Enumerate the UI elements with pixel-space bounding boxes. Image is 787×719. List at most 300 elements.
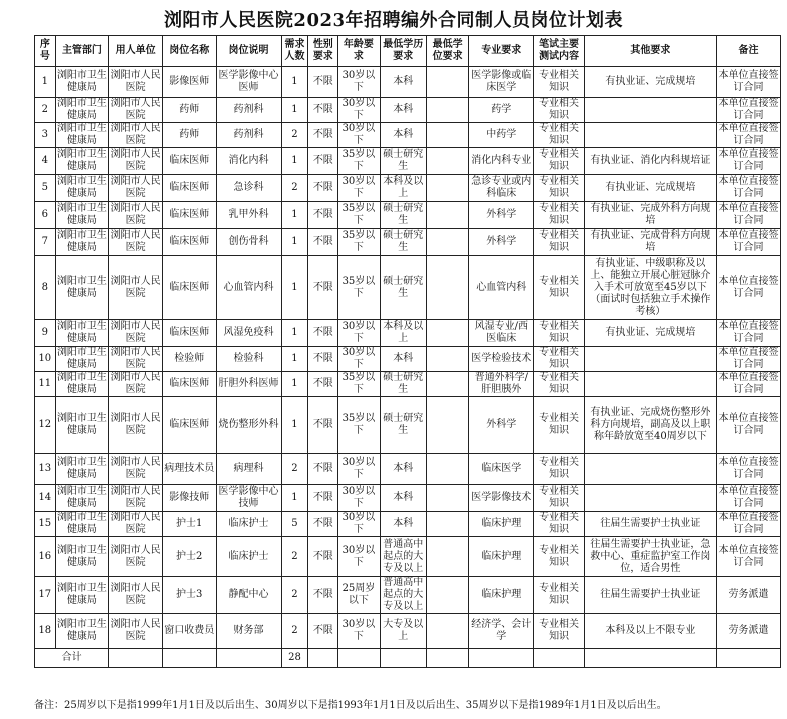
table-row [35, 614, 781, 649]
table-row [35, 67, 781, 98]
cell-seq: 3 [35, 123, 56, 148]
cell-other-requirements: 有执业证、完成烧伤整形外科方向规培，副高及以上职称年龄放宽至40周岁以下 [584, 397, 716, 454]
cell-min-degree [427, 537, 469, 577]
cell-position-desc: 烧伤整形外科 [216, 397, 281, 454]
cell-major: 外科学 [469, 202, 534, 229]
cell-gender: 不限 [308, 320, 338, 347]
cell-other-requirements: 往届生需要护士执业证，急救中心、重症监护室工作岗位，适合男性 [584, 537, 716, 577]
cell-major: 外科学 [469, 229, 534, 256]
cell-headcount: 1 [281, 485, 308, 512]
cell-employer: 浏阳市人民医院 [110, 347, 161, 370]
cell-min-education: 本科及以上 [380, 175, 426, 202]
cell-age: 30岁以下 [338, 614, 380, 649]
table-row [35, 98, 781, 123]
cell-headcount: 1 [281, 347, 308, 372]
table-row [35, 202, 781, 229]
cell-other-requirements: 有执业证、完成规培 [584, 67, 716, 98]
table-row [35, 577, 781, 614]
cell-employer: 浏阳市人民医院 [110, 98, 161, 121]
empty-cell [427, 649, 469, 668]
cell-exam-content: 专业相关知识 [534, 397, 585, 454]
cell-major: 急诊专业或内科临床 [469, 175, 534, 202]
cell-headcount: 2 [281, 537, 308, 577]
cell-position-name: 临床医师 [162, 397, 216, 454]
cell-position-name: 临床医师 [162, 202, 216, 229]
cell-position-desc: 临床护士 [216, 537, 281, 577]
header-exam-content: 笔试主要测试内容 [534, 36, 585, 67]
table-row [35, 148, 781, 175]
cell-min-education: 普通高中起点的大专及以上 [380, 537, 426, 577]
cell-remark: 本单位直接签订合同 [716, 256, 780, 320]
cell-department: 浏阳市卫生健康局 [55, 485, 109, 512]
cell-position-desc: 静配中心 [216, 577, 281, 614]
cell-min-degree [427, 148, 469, 175]
cell-employer: 浏阳市人民医院 [109, 454, 163, 485]
cell-position-name: 临床医师 [162, 148, 216, 175]
cell-exam-content: 专业相关知识 [534, 577, 585, 614]
cell-department: 浏阳市卫生健康局 [55, 202, 109, 229]
cell-position-desc: 病理科 [216, 454, 281, 485]
header-employer: 用人单位 [109, 36, 163, 67]
cell-seq: 11 [35, 372, 56, 397]
cell-age: 30岁以下 [338, 537, 380, 577]
cell-age: 35岁以下 [338, 372, 380, 397]
cell-position-name: 临床医师 [162, 320, 216, 347]
cell-min-education: 大专及以上 [380, 614, 426, 649]
cell-headcount: 2 [281, 577, 308, 614]
cell-position-desc: 财务部 [216, 614, 281, 649]
table-row [35, 512, 781, 537]
header-other-requirements: 其他要求 [584, 36, 716, 67]
cell-exam-content: 专业相关知识 [534, 229, 585, 256]
cell-remark: 本单位直接签订合同 [716, 202, 780, 229]
cell-major: 普通外科学/肝胆胰外 [469, 372, 534, 397]
cell-exam-content: 专业相关知识 [534, 320, 585, 347]
cell-headcount: 1 [281, 148, 308, 175]
cell-position-name: 临床医师 [162, 256, 216, 320]
cell-major: 临床护理 [469, 537, 534, 577]
cell-min-degree [427, 347, 469, 372]
cell-employer: 浏阳市人民医院 [109, 148, 163, 175]
cell-department: 浏阳市卫生健康局 [56, 98, 107, 121]
cell-age: 30岁以下 [338, 98, 380, 123]
empty-cell [716, 649, 780, 668]
cell-gender: 不限 [308, 202, 338, 229]
cell-major: 医学影像或临床医学 [469, 67, 534, 98]
cell-remark: 劳务派遣 [716, 577, 780, 614]
cell-gender: 不限 [308, 148, 338, 175]
cell-seq: 9 [35, 320, 56, 347]
cell-age: 30岁以下 [338, 123, 380, 148]
footnote: 备注：25周岁以下是指1999年1月1日及以后出生、30周岁以下是指1993年1月1日及以后出生、35周岁以下是指1989年1月1日及以后出生。 [34, 700, 667, 711]
header-min-education: 最低学历要求 [380, 36, 426, 67]
cell-headcount: 1 [281, 397, 308, 454]
cell-other-requirements [584, 123, 716, 148]
cell-age: 30岁以下 [338, 320, 380, 347]
cell-major: 外科学 [469, 397, 534, 454]
cell-headcount: 1 [281, 256, 308, 320]
cell-position-desc: 医学影像中心医师 [216, 67, 281, 98]
cell-other-requirements: 往届生需要护士执业证 [584, 577, 716, 614]
table-row [35, 397, 781, 454]
empty-cell [584, 649, 716, 668]
cell-min-degree [427, 614, 469, 649]
header-row [35, 36, 781, 67]
cell-employer: 浏阳市人民医院 [109, 67, 163, 98]
cell-remark: 本单位直接签订合同 [716, 485, 780, 512]
cell-other-requirements [584, 98, 716, 123]
cell-seq: 8 [35, 256, 56, 320]
table-row [35, 123, 781, 148]
cell-position-desc: 急诊科 [216, 175, 281, 202]
cell-seq: 18 [35, 614, 56, 649]
empty-cell [109, 649, 163, 668]
cell-min-education: 硕士研究生 [380, 148, 426, 175]
cell-department: 浏阳市卫生健康局 [55, 537, 109, 577]
cell-age: 30岁以下 [338, 175, 380, 202]
cell-gender: 不限 [308, 537, 338, 577]
cell-seq: 5 [35, 175, 56, 202]
cell-min-degree [427, 372, 469, 397]
cell-major: 心血管内科 [469, 256, 534, 320]
cell-seq: 7 [35, 229, 56, 256]
cell-position-name: 护士1 [162, 512, 216, 537]
header-seq: 序号 [35, 36, 56, 67]
cell-position-name: 药师 [162, 98, 216, 123]
cell-gender: 不限 [308, 372, 338, 397]
cell-remark: 本单位直接签订合同 [716, 67, 780, 98]
cell-other-requirements: 有执业证、完成骨科方向规培 [584, 229, 716, 256]
empty-cell [308, 649, 338, 668]
cell-employer: 浏阳市人民医院 [110, 372, 161, 395]
table-row [35, 372, 781, 397]
cell-position-name: 临床医师 [162, 229, 216, 256]
cell-exam-content: 专业相关知识 [534, 256, 585, 320]
header-remark: 备注 [716, 36, 780, 67]
cell-department: 浏阳市卫生健康局 [55, 614, 109, 649]
header-headcount: 需求人数 [281, 36, 308, 67]
cell-position-desc: 风湿免疫科 [216, 320, 281, 347]
cell-headcount: 1 [281, 98, 308, 123]
cell-min-education: 本科 [380, 454, 426, 485]
cell-gender: 不限 [308, 512, 338, 537]
cell-headcount: 2 [281, 123, 308, 148]
cell-position-desc: 乳甲外科 [216, 202, 281, 229]
cell-exam-content: 专业相关知识 [534, 614, 585, 649]
cell-employer: 浏阳市人民医院 [109, 256, 163, 320]
recruitment-table [34, 35, 781, 668]
empty-cell [162, 649, 216, 668]
cell-department: 浏阳市卫生健康局 [55, 577, 109, 614]
cell-min-degree [427, 175, 469, 202]
header-major: 专业要求 [469, 36, 534, 67]
cell-department: 浏阳市卫生健康局 [56, 512, 107, 535]
cell-min-education: 普通高中起点的大专及以上 [380, 577, 426, 614]
cell-other-requirements: 往届生需要护士执业证 [584, 512, 716, 537]
cell-employer: 浏阳市人民医院 [109, 537, 163, 577]
cell-major: 风湿专业/西医临床 [469, 320, 534, 347]
cell-position-name: 护士2 [162, 537, 216, 577]
header-min-degree: 最低学位要求 [427, 36, 469, 67]
cell-employer: 浏阳市人民医院 [109, 320, 163, 347]
cell-exam-content: 专业相关知识 [534, 512, 585, 537]
cell-age: 30岁以下 [338, 454, 380, 485]
cell-seq: 4 [35, 148, 56, 175]
cell-major: 中药学 [469, 123, 534, 148]
cell-headcount: 2 [281, 454, 308, 485]
cell-employer: 浏阳市人民医院 [109, 229, 163, 256]
header-gender: 性别要求 [308, 36, 338, 67]
cell-remark: 本单位直接签订合同 [716, 148, 780, 175]
header-age: 年龄要求 [338, 36, 380, 67]
cell-other-requirements [584, 454, 716, 485]
table-row [35, 537, 781, 577]
cell-seq: 6 [35, 202, 56, 229]
cell-major: 临床护理 [469, 577, 534, 614]
cell-employer: 浏阳市人民医院 [109, 577, 163, 614]
cell-other-requirements: 有执业证、完成规培 [584, 320, 716, 347]
cell-position-desc: 消化内科 [216, 148, 281, 175]
cell-major: 经济学、会计学 [469, 614, 534, 649]
cell-other-requirements [584, 372, 716, 397]
cell-position-name: 影像医师 [162, 67, 216, 98]
cell-seq: 17 [35, 577, 56, 614]
cell-remark: 本单位直接签订合同 [716, 320, 780, 347]
cell-min-degree [427, 512, 469, 537]
cell-gender: 不限 [308, 98, 338, 123]
cell-employer: 浏阳市人民医院 [109, 397, 163, 454]
table-row [35, 347, 781, 372]
cell-remark: 本单位直接签订合同 [716, 537, 780, 577]
header-position-desc: 岗位说明 [216, 36, 281, 67]
cell-seq: 1 [35, 67, 56, 98]
empty-cell [216, 649, 281, 668]
cell-seq: 14 [35, 485, 56, 512]
header-department: 主管部门 [55, 36, 109, 67]
cell-remark: 本单位直接签订合同 [716, 454, 780, 485]
cell-min-education: 本科 [380, 485, 426, 512]
cell-remark: 本单位直接签订合同 [716, 98, 780, 123]
cell-employer: 浏阳市人民医院 [109, 202, 163, 229]
cell-department: 浏阳市卫生健康局 [56, 372, 107, 395]
cell-position-desc: 检验科 [216, 347, 281, 372]
cell-headcount: 1 [281, 202, 308, 229]
cell-min-degree [427, 256, 469, 320]
empty-cell [534, 649, 585, 668]
cell-min-degree [427, 454, 469, 485]
cell-gender: 不限 [308, 397, 338, 454]
cell-exam-content: 专业相关知识 [534, 202, 585, 229]
cell-other-requirements: 有执业证、中级职称及以上、能独立开展心脏冠脉介入手术可放宽至45岁以下（面试时包括独立手术操作考核） [584, 256, 716, 320]
cell-remark: 本单位直接签订合同 [716, 123, 780, 148]
cell-min-degree [427, 577, 469, 614]
cell-headcount: 1 [281, 229, 308, 256]
empty-cell [338, 649, 380, 668]
cell-position-desc: 药剂科 [216, 98, 281, 123]
table-row [35, 320, 781, 347]
cell-remark: 本单位直接签订合同 [716, 175, 780, 202]
empty-cell [469, 649, 534, 668]
table-row [35, 256, 781, 320]
cell-department: 浏阳市卫生健康局 [55, 320, 109, 347]
cell-headcount: 1 [281, 67, 308, 98]
cell-other-requirements: 有执业证、完成外科方向规培 [584, 202, 716, 229]
cell-age: 35岁以下 [338, 202, 380, 229]
cell-position-name: 病理技术员 [162, 454, 216, 485]
cell-age: 30岁以下 [338, 512, 380, 537]
cell-age: 30岁以下 [338, 485, 380, 512]
total-row [35, 649, 781, 668]
cell-seq: 13 [35, 454, 56, 485]
cell-position-name: 药师 [162, 123, 216, 148]
cell-other-requirements: 有执业证、完成规培 [584, 175, 716, 202]
cell-headcount: 1 [281, 372, 308, 397]
cell-remark: 本单位直接签订合同 [716, 372, 780, 397]
table-row [35, 175, 781, 202]
cell-position-desc: 医学影像中心技师 [216, 485, 281, 512]
table-row [35, 485, 781, 512]
cell-department: 浏阳市卫生健康局 [55, 175, 109, 202]
cell-age: 25周岁以下 [338, 577, 380, 614]
cell-exam-content: 专业相关知识 [534, 454, 585, 485]
cell-employer: 浏阳市人民医院 [109, 614, 163, 649]
cell-min-education: 硕士研究生 [380, 256, 426, 320]
cell-department: 浏阳市卫生健康局 [55, 67, 109, 98]
cell-exam-content: 专业相关知识 [534, 537, 585, 577]
cell-min-education: 本科 [380, 512, 426, 537]
cell-employer: 浏阳市人民医院 [110, 512, 161, 535]
cell-age: 35岁以下 [338, 397, 380, 454]
cell-position-name: 检验师 [162, 347, 216, 372]
cell-employer: 浏阳市人民医院 [109, 175, 163, 202]
cell-age: 30岁以下 [338, 347, 380, 372]
cell-exam-content: 专业相关知识 [534, 485, 585, 512]
cell-remark: 本单位直接签订合同 [716, 347, 780, 372]
cell-age: 35岁以下 [338, 229, 380, 256]
cell-min-degree [427, 229, 469, 256]
cell-department: 浏阳市卫生健康局 [55, 229, 109, 256]
cell-position-name: 影像技师 [162, 485, 216, 512]
cell-min-degree [427, 202, 469, 229]
cell-major: 医学检验技术 [469, 347, 534, 372]
cell-employer: 浏阳市人民医院 [109, 485, 163, 512]
cell-position-name: 临床医师 [162, 175, 216, 202]
cell-remark: 本单位直接签订合同 [716, 397, 780, 454]
cell-min-education: 硕士研究生 [380, 229, 426, 256]
cell-major: 消化内科专业 [469, 148, 534, 175]
cell-min-education: 本科 [380, 67, 426, 98]
cell-min-degree [427, 320, 469, 347]
cell-major: 临床医学 [469, 454, 534, 485]
table-row [35, 454, 781, 485]
cell-exam-content: 专业相关知识 [534, 67, 585, 98]
cell-min-education: 本科 [380, 123, 426, 148]
cell-min-education: 硕士研究生 [380, 372, 426, 397]
cell-exam-content: 专业相关知识 [534, 347, 585, 372]
cell-headcount: 2 [281, 175, 308, 202]
cell-remark: 本单位直接签订合同 [716, 229, 780, 256]
cell-other-requirements: 有执业证、消化内科规培证 [584, 148, 716, 175]
cell-employer: 浏阳市人民医院 [110, 123, 161, 146]
cell-min-education: 硕士研究生 [380, 397, 426, 454]
cell-department: 浏阳市卫生健康局 [56, 123, 107, 146]
cell-gender: 不限 [308, 256, 338, 320]
cell-other-requirements: 本科及以上不限专业 [584, 614, 716, 649]
cell-position-desc: 药剂科 [216, 123, 281, 148]
cell-headcount: 1 [281, 320, 308, 347]
cell-headcount: 5 [281, 512, 308, 537]
cell-remark: 劳务派遣 [716, 614, 780, 649]
cell-other-requirements [584, 347, 716, 372]
cell-gender: 不限 [308, 175, 338, 202]
cell-age: 30岁以下 [338, 67, 380, 98]
cell-min-degree [427, 397, 469, 454]
cell-gender: 不限 [308, 454, 338, 485]
cell-position-name: 护士3 [162, 577, 216, 614]
cell-gender: 不限 [308, 347, 338, 372]
cell-seq: 2 [35, 98, 56, 123]
cell-seq: 15 [35, 512, 56, 537]
cell-min-degree [427, 98, 469, 123]
cell-position-name: 临床医师 [162, 372, 216, 397]
cell-position-desc: 临床护士 [216, 512, 281, 537]
cell-exam-content: 专业相关知识 [534, 98, 585, 123]
cell-remark: 本单位直接签订合同 [716, 512, 780, 537]
cell-min-education: 本科 [380, 98, 426, 123]
cell-department: 浏阳市卫生健康局 [55, 454, 109, 485]
header-position-name: 岗位名称 [162, 36, 216, 67]
cell-gender: 不限 [308, 614, 338, 649]
total-count: 28 [281, 649, 308, 668]
cell-major: 临床护理 [469, 512, 534, 537]
cell-major: 药学 [469, 98, 534, 123]
total-label: 合计 [35, 649, 109, 668]
cell-exam-content: 专业相关知识 [534, 175, 585, 202]
cell-min-degree [427, 485, 469, 512]
cell-exam-content: 专业相关知识 [534, 148, 585, 175]
cell-min-education: 硕士研究生 [380, 202, 426, 229]
cell-min-education: 本科及以上 [380, 320, 426, 347]
cell-position-name: 窗口收费员 [162, 614, 216, 649]
cell-position-desc: 创伤骨科 [216, 229, 281, 256]
cell-exam-content: 专业相关知识 [534, 123, 585, 148]
cell-gender: 不限 [308, 485, 338, 512]
cell-age: 35岁以下 [338, 256, 380, 320]
cell-department: 浏阳市卫生健康局 [56, 347, 107, 370]
cell-gender: 不限 [308, 67, 338, 98]
cell-seq: 12 [35, 397, 56, 454]
empty-cell [380, 649, 426, 668]
cell-age: 35岁以下 [338, 148, 380, 175]
cell-headcount: 2 [281, 614, 308, 649]
cell-seq: 10 [35, 347, 56, 372]
cell-position-desc: 心血管内科 [216, 256, 281, 320]
cell-department: 浏阳市卫生健康局 [55, 148, 109, 175]
cell-seq: 16 [35, 537, 56, 577]
cell-gender: 不限 [308, 123, 338, 148]
cell-department: 浏阳市卫生健康局 [55, 256, 109, 320]
cell-min-degree [427, 67, 469, 98]
cell-other-requirements [584, 485, 716, 512]
cell-major: 医学影像技术 [469, 485, 534, 512]
cell-gender: 不限 [308, 577, 338, 614]
page-title: 浏阳市人民医院2023年招聘编外合同制人员岗位计划表 [163, 10, 624, 31]
cell-min-education: 本科 [380, 347, 426, 372]
cell-gender: 不限 [308, 229, 338, 256]
cell-min-degree [427, 123, 469, 148]
cell-exam-content: 专业相关知识 [534, 372, 585, 397]
table-row [35, 229, 781, 256]
